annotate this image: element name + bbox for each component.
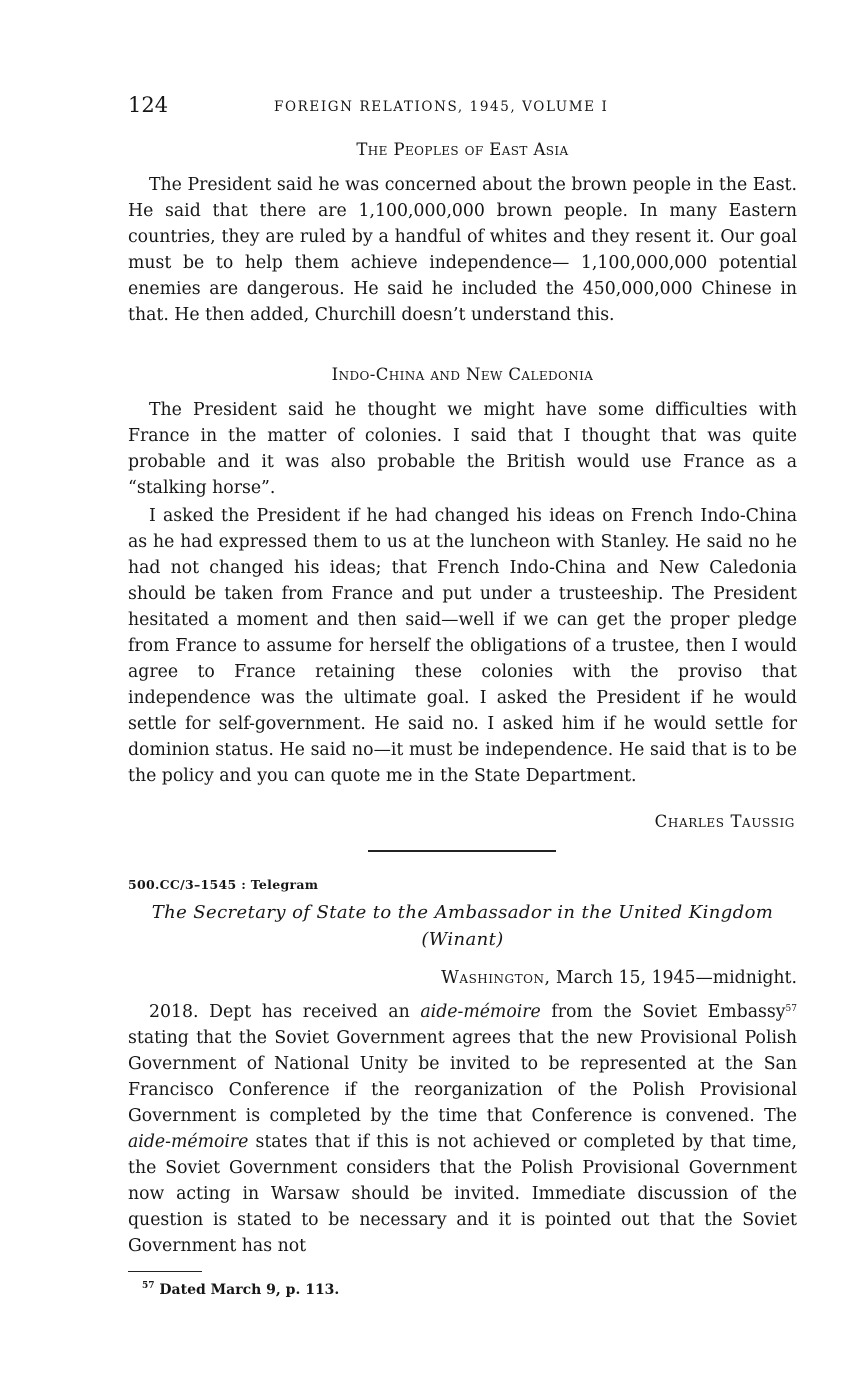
footnote-reference: 57: [785, 1004, 797, 1014]
aide-memoire-term: aide-mémoire: [420, 1002, 541, 1022]
footnote-rule: [128, 1271, 202, 1272]
section-divider: [368, 850, 556, 852]
footnote-text: Dated March 9, p. 113.: [154, 1282, 340, 1298]
paragraph-telegram: [128, 996, 797, 1259]
document-title-line2: (Winant): [421, 929, 504, 950]
section-heading-east-asia: The Peoples of East Asia: [356, 140, 569, 159]
telegram-text-mid2: stating that the Soviet Government agrees that the new Provisional Polish Government of National Unity be invited to be represented at the San Francisco Conference if the reorganization of the Polish Provisional Government is completed by the time that Conference is convened. The: [128, 1028, 797, 1126]
telegram-text-start: 2018. Dept has received an: [149, 1002, 421, 1022]
running-title: FOREIGN RELATIONS, 1945, VOLUME I: [274, 99, 609, 115]
footnote: [142, 1281, 339, 1298]
page-number: 124: [128, 93, 169, 117]
document-title: [128, 899, 797, 953]
paragraph-east-asia: The President said he was concerned about the brown people in the East. He said that there are 1,100,000,000 brown people. In many Eastern countries, they are ruled by a handful of whites and they resent it. Our goal must be to help them achieve independence— 1,100,000,000 potential enemies are dangerous. He said he included the 450,000,000 Chinese in that. He then added, Churchill doesn’t understand this.: [128, 175, 797, 325]
dateline: [441, 968, 797, 988]
dateline-time: March 15, 1945—midnight.: [550, 968, 797, 988]
document-title-line1: The Secretary of State to the Ambassador in the United Kingdom: [151, 902, 774, 923]
paragraph-colonies: The President said he thought we might have some difficulties with France in the matter of colonies. I said that I thought that was quite probable and it was also probable the British would use France as a “stalking horse”.: [128, 400, 797, 498]
dateline-place: Washington,: [441, 968, 551, 988]
file-reference: 500.CC/3–1545 : Telegram: [128, 877, 319, 892]
paragraph-trusteeship: I asked the President if he had changed his ideas on French Indo-China as he had expressed them to us at the luncheon with Stanley. He said no he had not changed his ideas; that French Indo-China and New Caledonia should be taken from France and put under a trusteeship. The President hesitated a moment and then said—well if we can get the proper pledge from France to assume for herself the obligations of a trustee, then I would agree to France retaining these colonies with the proviso that independence was the ultimate goal. I asked the President if he would settle for self-government. He said no. I asked him if he would settle for dominion status. He said no—it must be independence. He said that is to be the policy and you can quote me in the State Department.: [128, 506, 797, 786]
telegram-text-mid1: from the Soviet Embassy: [540, 1002, 786, 1022]
page-header: [128, 93, 797, 123]
section-heading-indochina: Indo-China and New Caledonia: [331, 365, 594, 384]
aide-memoire-term: aide-mémoire: [128, 1132, 249, 1152]
signature: Charles Taussig: [654, 812, 795, 831]
footnote-marker: 57: [142, 1281, 155, 1291]
telegram-text-end: states that if this is not achieved or completed by that time, the Soviet Government considers that the Polish Provisional Government now acting in Warsaw should be invited. Immediate discussion of the question is stated to be necessary and it is pointed out that the Soviet Government has not: [128, 1132, 797, 1256]
